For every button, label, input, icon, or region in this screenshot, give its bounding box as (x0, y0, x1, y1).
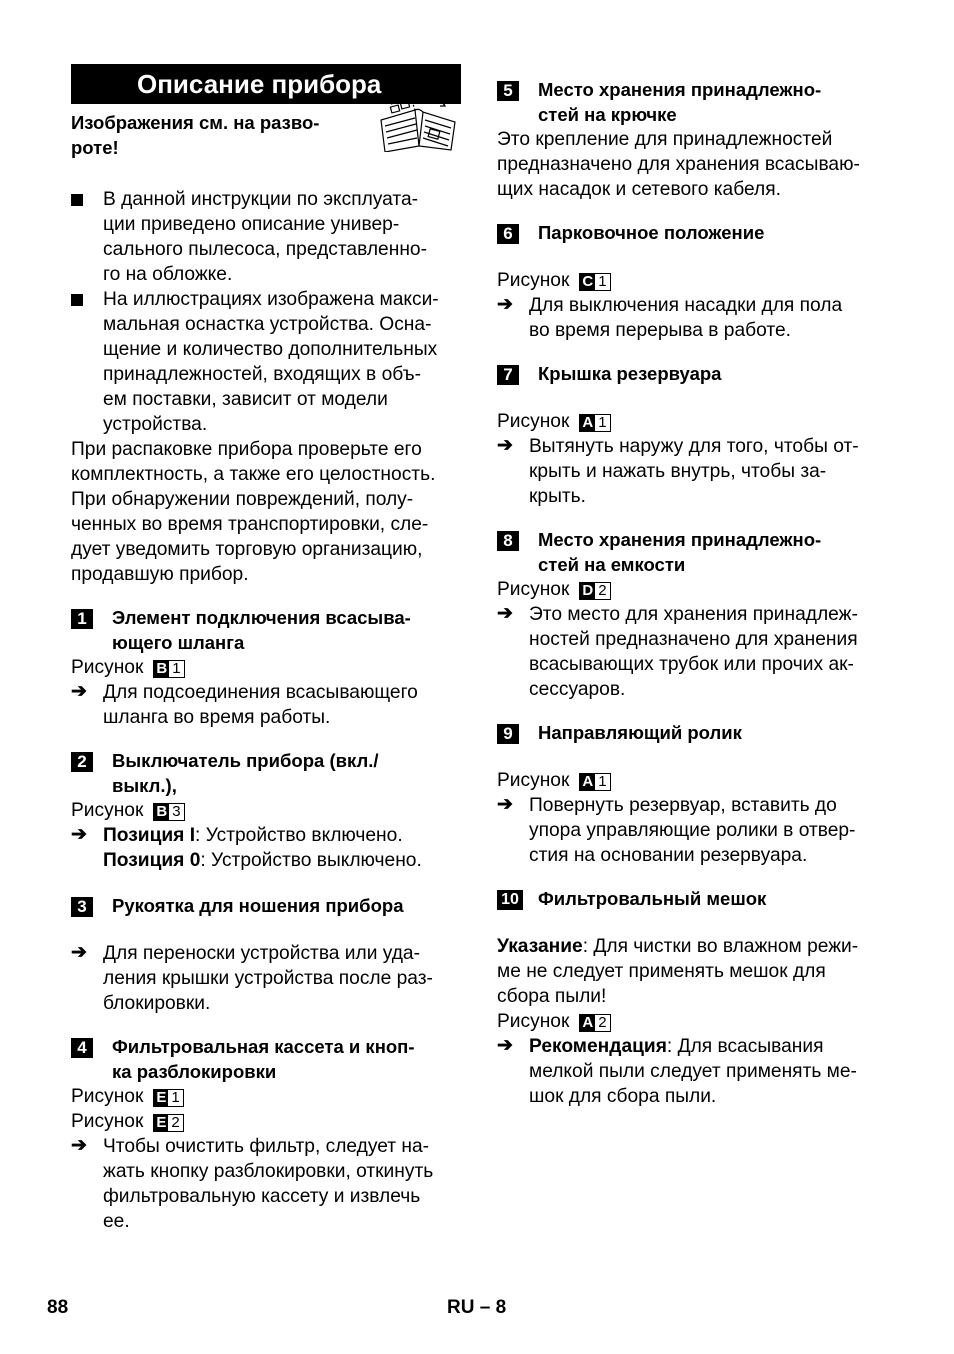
section-number-badge: 8 (497, 531, 519, 551)
position-off-text: : Устройство выключено. (200, 850, 422, 871)
page-number: 88 (47, 1297, 69, 1318)
section-number-badge: 5 (497, 81, 519, 101)
arrow-right-icon: ➔ (497, 294, 513, 315)
figure-reference (497, 768, 889, 793)
note-line: сбора пыли! (497, 986, 607, 1007)
arrow-right-icon: ➔ (497, 1035, 513, 1056)
arrow-right-icon: ➔ (71, 681, 87, 702)
arrow-right-icon: ➔ (497, 794, 513, 815)
recommendation-label: Рекомендация (529, 1036, 667, 1057)
paragraph-line: При распаковке прибора проверьте его (71, 439, 422, 460)
figure-reference (71, 1084, 461, 1109)
instruction-line (529, 1034, 889, 1059)
figure-number: 1 (598, 272, 607, 290)
figure-code-badge (579, 1014, 610, 1032)
position-on-label: Позиция I (103, 825, 196, 846)
position-off-label: Позиция 0 (103, 850, 201, 871)
section-4-heading (71, 1034, 461, 1084)
intro-note (71, 110, 461, 160)
figure-code-badge (153, 1089, 183, 1107)
instruction-line: мелкой пыли следует применять ме- (529, 1061, 857, 1082)
instruction-line: Повернуть резервуар, вставить до (529, 795, 837, 816)
section-title-line: Фильтровальная кассета и кноп- (112, 1036, 415, 1057)
page-title: Описание прибора (71, 64, 461, 104)
figure-code-badge (579, 773, 610, 791)
bullet-2-line: щение и количество дополнительных (103, 339, 438, 360)
bullet-item-1 (71, 187, 461, 287)
bullet-2-line: мальная оснастка устройства. Осна- (103, 314, 432, 335)
figure-number: 2 (598, 1013, 607, 1031)
body-line: Это крепление для принадлежностей (497, 129, 833, 150)
figure-reference (497, 577, 889, 602)
section-number-badge: 10 (497, 890, 523, 910)
open-manual-icon (377, 96, 459, 152)
right-column (497, 77, 889, 1109)
square-bullet-icon (71, 294, 83, 306)
square-bullet-icon (71, 194, 83, 206)
arrow-right-icon: ➔ (497, 603, 513, 624)
instruction-line: Для переноски устройства или уда- (103, 943, 420, 964)
figure-label: Рисунок (497, 270, 570, 291)
section-title-line: ющего шланга (112, 632, 245, 653)
paragraph-line: При обнаружении повреждений, полу- (71, 489, 414, 510)
figure-label: Рисунок (497, 411, 570, 432)
bullet-1-line: ции приведено описание универ- (103, 214, 400, 235)
section-title-line: Крышка резервуара (538, 363, 722, 384)
section-title-line: ка разблокировки (112, 1061, 277, 1082)
section-title-line: Фильтровальный мешок (538, 888, 767, 909)
figure-letter: E (156, 1113, 167, 1131)
section-number-badge: 9 (497, 724, 519, 744)
figure-label: Рисунок (71, 657, 144, 678)
instruction-line (103, 823, 461, 848)
section-number-badge: 1 (71, 609, 93, 629)
figure-reference (497, 268, 889, 293)
figure-number: 1 (598, 772, 607, 790)
section-1-heading (71, 605, 461, 655)
instruction-line: Чтобы очистить фильтр, следует на- (103, 1136, 430, 1157)
figure-letter: A (582, 772, 594, 790)
figure-number: 1 (171, 1088, 180, 1106)
note-line (497, 934, 889, 959)
figure-letter: A (582, 413, 594, 431)
instruction-line: стия на основании резервуара. (529, 845, 808, 866)
figure-code-badge (579, 582, 610, 600)
figure-number: 3 (172, 802, 181, 820)
figure-label: Рисунок (71, 800, 144, 821)
section-title-line: Место хранения принадлежно- (538, 79, 822, 100)
note-line: ме не следует применять мешок для (497, 961, 826, 982)
section-title-line: Место хранения принадлежно- (538, 529, 822, 550)
section-number-badge: 7 (497, 365, 519, 385)
bullet-2-line: На иллюстрациях изображена макси- (103, 289, 439, 310)
instruction-line: всасывающих трубок или прочих ак- (529, 654, 854, 675)
section-number-badge: 3 (71, 897, 93, 917)
figure-code-badge (153, 803, 184, 821)
paragraph-line: дует уведомить торговую организацию, (71, 539, 423, 560)
body-line: щих насадок и сетевого кабеля. (497, 179, 781, 200)
figure-number: 2 (171, 1113, 180, 1131)
section-6-heading (497, 220, 889, 245)
figure-label: Рисунок (71, 1086, 144, 1107)
instruction-line: ностей предназначено для хранения (529, 629, 858, 650)
figure-code-badge (579, 273, 610, 291)
section-title-line: Рукоятка для ношения прибора (112, 895, 404, 916)
figure-reference (497, 409, 889, 434)
instruction-line: Для выключения насадки для пола (529, 295, 843, 316)
instruction-line: Для подсоединения всасывающего (103, 682, 418, 703)
section-8-heading (497, 527, 889, 577)
figure-letter: D (582, 581, 594, 599)
section-number-badge: 2 (71, 752, 93, 772)
section-title-line: Направляющий ролик (538, 722, 742, 743)
section-title-line: стей на емкости (538, 554, 686, 575)
instruction-item (497, 1034, 889, 1109)
instruction-line: шланга во время работы. (103, 707, 331, 728)
section-7-heading (497, 361, 889, 386)
figure-number: 2 (598, 581, 607, 599)
instruction-line: блокировки. (103, 993, 211, 1014)
instruction-line: упора управляющие ролики в отвер- (529, 820, 856, 841)
section-3-heading (71, 893, 461, 918)
intro-line-2: роте! (71, 137, 119, 158)
figure-number: 1 (172, 659, 181, 677)
paragraph-line: комплектность, а также его целостность. (71, 464, 436, 485)
figure-label: Рисунок (497, 1011, 570, 1032)
instruction-item (497, 434, 889, 509)
instruction-item (497, 602, 889, 702)
figure-reference (497, 1009, 889, 1034)
instruction-line: крыть. (529, 486, 586, 507)
figure-code-badge (579, 414, 610, 432)
bullet-1-line: В данной инструкции по эксплуата- (103, 189, 419, 210)
figure-letter: B (156, 659, 168, 677)
left-column (71, 64, 461, 1234)
instruction-line: Это место для хранения принадлеж- (529, 604, 858, 625)
figure-number: 1 (598, 413, 607, 431)
section-5-body (497, 127, 889, 202)
figure-reference (71, 655, 461, 680)
instruction-item (71, 680, 461, 730)
bullet-1-line: го на обложке. (103, 264, 233, 285)
instruction-line: шок для сбора пыли. (529, 1086, 717, 1107)
instruction-line: жать кнопку разблокировки, откинуть (103, 1161, 434, 1182)
instruction-line: ее. (103, 1211, 130, 1232)
note-text: : Для чистки во влажном режи- (582, 936, 859, 957)
instruction-item (497, 793, 889, 868)
section-number-badge: 4 (71, 1038, 93, 1058)
arrow-right-icon: ➔ (497, 435, 513, 456)
instruction-line: крыть и нажать внутрь, чтобы за- (529, 461, 827, 482)
arrow-right-icon: ➔ (71, 942, 87, 963)
section-title-line: Выключатель прибора (вкл./ (112, 750, 379, 771)
instruction-line: сессуаров. (529, 679, 626, 700)
note-label: Указание (497, 936, 583, 957)
paragraph-line: ченных во время транспортировки, сле- (71, 514, 429, 535)
figure-reference (71, 1109, 461, 1134)
section-9-heading (497, 720, 889, 745)
figure-letter: E (156, 1088, 167, 1106)
arrow-right-icon: ➔ (71, 1135, 87, 1156)
figure-code-badge (153, 660, 184, 678)
figure-code-badge (153, 1114, 183, 1132)
figure-label: Рисунок (71, 1111, 144, 1132)
section-title-line: выкл.), (112, 775, 177, 796)
figure-reference (71, 798, 461, 823)
section-number-badge: 6 (497, 224, 519, 244)
bullet-2-line: ем поставки, зависит от модели (103, 389, 388, 410)
bullet-2-line: принадлежностей, входящих в объ- (103, 364, 421, 385)
bullet-item-2 (71, 287, 461, 437)
instruction-item (71, 823, 461, 873)
figure-letter: B (156, 802, 168, 820)
figure-letter: C (582, 272, 594, 290)
figure-letter: A (582, 1013, 594, 1031)
position-on-text: : Устройство включено. (195, 825, 403, 846)
instruction-line (103, 848, 461, 873)
section-2-heading (71, 748, 461, 798)
arrow-right-icon: ➔ (71, 824, 87, 845)
instruction-line: ления крышки устройства после раз- (103, 968, 433, 989)
figure-label: Рисунок (497, 770, 570, 791)
instruction-item (497, 293, 889, 343)
section-10-heading (497, 886, 889, 911)
language-page-label: RU – 8 (447, 1297, 507, 1318)
unpacking-paragraph (71, 437, 461, 587)
bullet-2-line: устройства. (103, 414, 208, 435)
section-title-line: Парковочное положение (538, 222, 765, 243)
figure-label: Рисунок (497, 579, 570, 600)
instruction-item (71, 1134, 461, 1234)
section-title-line: стей на крючке (538, 104, 677, 125)
bullet-1-line: сального пылесоса, представленно- (103, 239, 427, 260)
intro-line-1: Изображения см. на разво- (71, 112, 320, 133)
instruction-line: фильтровальную кассету и извлечь (103, 1186, 421, 1207)
instruction-line: Вытянуть наружу для того, чтобы от- (529, 436, 859, 457)
section-5-heading (497, 77, 889, 127)
body-line: предназначено для хранения всасываю- (497, 154, 860, 175)
recommendation-text: : Для всасывания (666, 1036, 824, 1057)
section-title-line: Элемент подключения всасыва- (112, 607, 411, 628)
instruction-item (71, 941, 461, 1016)
instruction-line: во время перерыва в работе. (529, 320, 791, 341)
paragraph-line: продавшую прибор. (71, 564, 249, 585)
note-block (497, 934, 889, 1009)
